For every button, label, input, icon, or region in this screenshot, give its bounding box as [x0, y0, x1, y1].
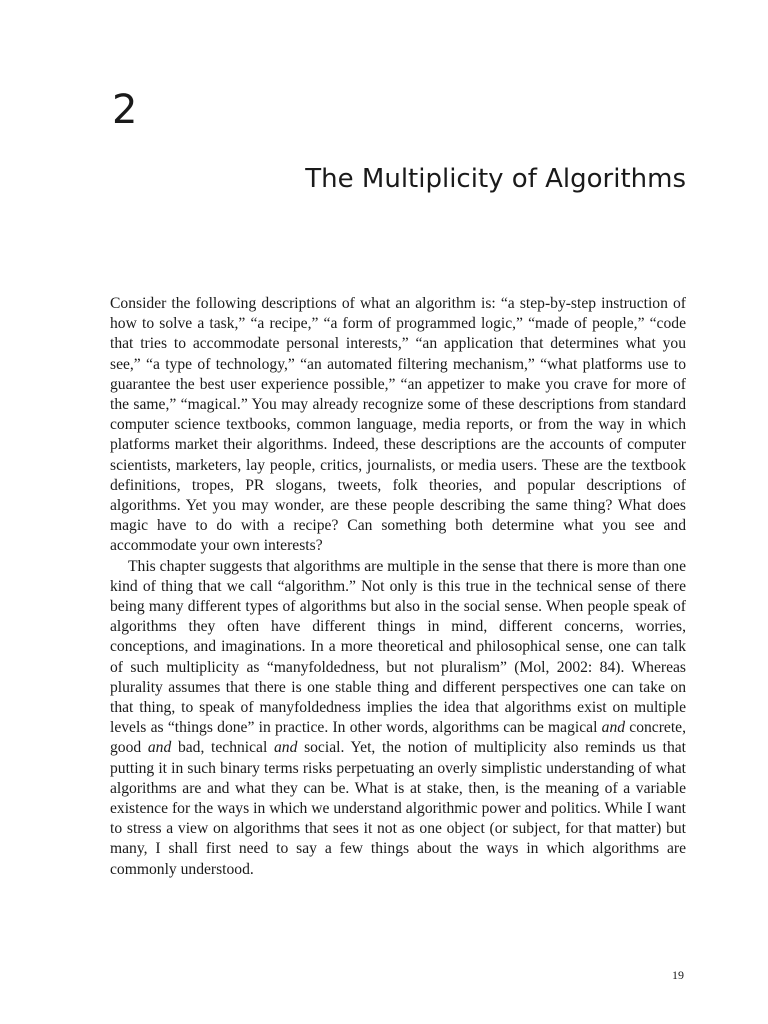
paragraph-2-text-d: social. Yet, the notion of multiplicity also reminds us that putting it in such binary terms risks perpetuating an overly simplistic understanding of what algorithms are and what they can be. What is at stake, then, is the meaning of a variable existence for the ways in which we understand algorithmic power and politics. While I want to stress a view on algorithms that sees it not as one object (or subject, for that matter) but many, I shall first need to say a few things about the ways in which algorithms are commonly understood.	[110, 739, 686, 878]
paragraph-2-text-c: bad, technical	[171, 739, 274, 757]
paragraph-2	[110, 557, 686, 880]
emphasis-and-3: and	[274, 739, 298, 757]
chapter-number: 2	[112, 87, 138, 133]
paragraph-2-text-a: This chapter suggests that algorithms are multiple in the sense that there is more than one kind of thing that we call “algorithm.” Not only is this true in the technical sense of there being many different types of algorithms but also in the social sense. When people speak of algorithms they often have different things in mind, different concerns, worries, conceptions, and imaginations. In a more theoretical and philosophical sense, one can talk of such multiplicity as “manyfoldedness, but not pluralism” (Mol, 2002: 84). Whereas plurality assumes that there is one stable thing and different perspectives one can take on that thing, to speak of manyfoldedness implies the idea that algorithms exist on multiple levels as “things done” in practice. In other words, algorithms can be magical	[110, 557, 686, 737]
paragraph-1	[110, 294, 686, 557]
emphasis-and-1: and	[601, 719, 626, 737]
page-number: 19	[672, 968, 684, 982]
paragraph-1-text: Consider the following descriptions of what an algorithm is: “a step-by-step instruction of how to solve a task,” “a recipe,” “a form of programmed logic,” “made of people,” “code that tries to accommodate personal interests,” “an application that determines what you see,” “a type of technology,” “an automated filtering mechanism,” “what platforms use to guarantee the best user experience possible,” “an appetizer to make you crave for more of the same,” “magical.” You may already recognize some of these descriptions from standard computer science textbooks, common language, media reports, or from the way in which platforms market their algorithms. Indeed, these descriptions are the accounts of computer scientists, marketers, lay people, critics, journalists, or media users. These are the textbook definitions, tropes, PR slogans, tweets, folk theories, and popular descriptions of algorithms. Yet you may wonder, are these people describing the same thing? What does magic have to do with a recipe? Can something both determine what you see and accommodate your own interests?	[110, 295, 686, 555]
chapter-title: The Multiplicity of Algorithms	[305, 164, 686, 194]
emphasis-and-2: and	[147, 739, 172, 757]
paragraph-2-text-b: concrete, good	[110, 719, 686, 757]
body-text	[110, 294, 686, 880]
